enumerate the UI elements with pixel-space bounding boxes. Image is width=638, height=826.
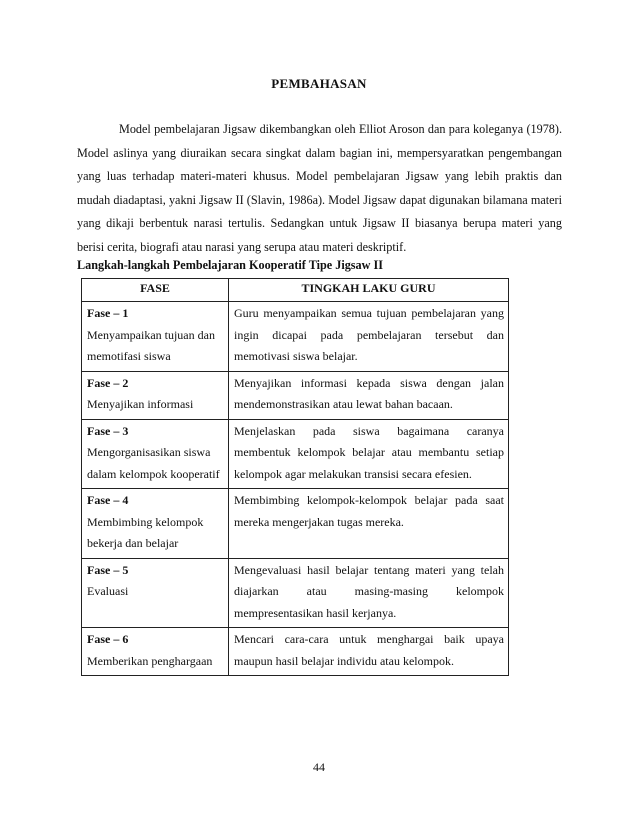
page-number: 44 (313, 760, 325, 774)
phase-cell (82, 628, 229, 676)
phase-name: Menyajikan informasi (87, 397, 194, 411)
table-row (82, 489, 509, 559)
table-row (82, 628, 509, 676)
header-phase: FASE (82, 279, 229, 302)
phase-cell (82, 371, 229, 419)
phase-name: Memberikan penghargaan (87, 653, 213, 668)
phase-number: Fase – 6 (87, 632, 129, 646)
phase-cell (82, 302, 229, 372)
behavior-cell (229, 628, 509, 676)
teacher-behavior: Menjelaskan pada siswa bagaimana caranya membentuk kelompok belajar atau membantu setiap kelompok agar melakukan transisi secara efesien. (234, 423, 504, 481)
table-row (82, 371, 509, 419)
teacher-behavior: Guru menyampaikan semua tujuan pembelajaran yang ingin dicapai pada pembelajaran tersebut dan memotivasi siswa belajar. (234, 306, 504, 363)
teacher-behavior: Mengevaluasi hasil belajar tentang materi yang telah diajarkan atau masing-masing kelompok mempresentasikan hasil kerjanya. (234, 562, 504, 620)
intro-paragraph: Model pembelajaran Jigsaw dikembangkan oleh Elliot Aroson dan para koleganya (1978). Model aslinya yang diuraikan secara singkat dalam bagian ini, mempersyaratkan pengembangan yang luas terhadap materi-materi khusus. Model pembelajaran Jigsaw yang lebih praktis dan mudah diadaptasi, yakni Jigsaw II (Slavin, 1986a). Model Jigsaw dapat digunakan bilamana materi yang dikaji berbentuk narasi tertulis. Sedangkan untuk Jigsaw II biasanya berupa materi yang berisi cerita, biografi atau narasi yang serupa atau materi deskriptif. (77, 122, 562, 254)
page-title: PEMBAHASAN (271, 76, 367, 91)
phase-cell (82, 558, 229, 628)
phase-cell (82, 489, 229, 559)
table-row (82, 302, 509, 372)
teacher-behavior: Mencari cara-cara untuk menghargai baik upaya maupun hasil belajar individu atau kelompok. (234, 632, 504, 668)
phase-number: Fase – 3 (87, 423, 129, 438)
section-heading: Langkah-langkah Pembelajaran Kooperatif Tipe Jigsaw II (77, 258, 383, 272)
table-row (82, 558, 509, 628)
teacher-behavior: Menyajikan informasi kepada siswa dengan jalan mendemonstrasikan atau lewat bahan bacaan. (234, 375, 504, 411)
teacher-behavior: Membimbing kelompok-kelompok belajar pada saat mereka mengerjakan tugas mereka. (234, 493, 504, 529)
phase-name: Evaluasi (87, 584, 129, 598)
table-row (82, 419, 509, 489)
phase-cell (82, 419, 229, 489)
phase-number: Fase – 1 (87, 306, 129, 320)
phase-number: Fase – 4 (87, 493, 129, 507)
phase-name: Mengorganisasikan siswa dalam kelompok kooperatif (87, 445, 220, 481)
phase-name: Membimbing kelompok bekerja dan belajar (87, 514, 204, 550)
behavior-cell (229, 419, 509, 489)
behavior-cell (229, 558, 509, 628)
phase-number: Fase – 5 (87, 562, 129, 577)
jigsaw-steps-table (81, 278, 509, 676)
behavior-cell (229, 371, 509, 419)
behavior-cell (229, 302, 509, 372)
phase-name: Menyampaikan tujuan dan memotifasi siswa (87, 327, 215, 363)
header-teacher-behavior: TINGKAH LAKU GURU (229, 279, 509, 302)
behavior-cell (229, 489, 509, 559)
phase-number: Fase – 2 (87, 375, 129, 390)
table-header-row (82, 279, 509, 302)
